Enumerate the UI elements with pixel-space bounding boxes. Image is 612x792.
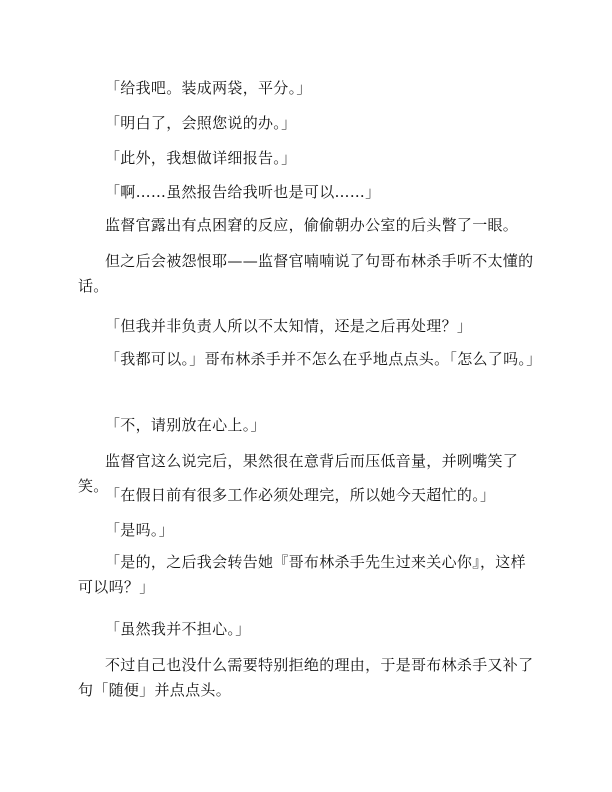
paragraph-1: 「给我吧。装成两袋，平分。」: [105, 79, 312, 97]
paragraph-2: 「明白了，会照您说的办。」: [105, 114, 297, 132]
paragraph-8: 「我都可以。」哥布林杀手并不怎么在乎地点点头。「怎么了吗。」: [105, 350, 542, 368]
paragraph-9: 「不，请别放在心上。」: [105, 416, 266, 434]
paragraph-12: 「是吗。」: [105, 521, 175, 539]
paragraph-6: 但之后会被怨恨耶——监督官喃喃说了句哥布林杀手听不太懂的话。: [78, 252, 534, 295]
paragraph-4: 「啊……虽然报告给我听也是可以……」: [105, 183, 381, 201]
paragraph-5: 监督官露出有点困窘的反应，偷偷朝办公室的后头瞥了一眼。: [105, 216, 519, 234]
paragraph-14: 「虽然我并不担心。」: [105, 620, 251, 638]
paragraph-11: 「在假日前有很多工作必须处理完，所以她今天超忙的。」: [105, 486, 496, 504]
paragraph-3: 「此外，我想做详细报告。」: [105, 149, 297, 167]
paragraph-10: 监督官这么说完后，果然很在意背后而压低音量，并咧嘴笑了笑。: [78, 452, 519, 495]
paragraph-15: 不过自己也没什么需要特别拒绝的理由，于是哥布林杀手又补了句「随便」并点点头。: [78, 656, 534, 699]
paragraph-7: 「但我并非负责人所以不太知情，还是之后再处理？」: [105, 317, 473, 335]
paragraph-13: 「是的，之后我会转告她『哥布林杀手先生过来关心你』，这样可以吗？」: [78, 553, 526, 596]
